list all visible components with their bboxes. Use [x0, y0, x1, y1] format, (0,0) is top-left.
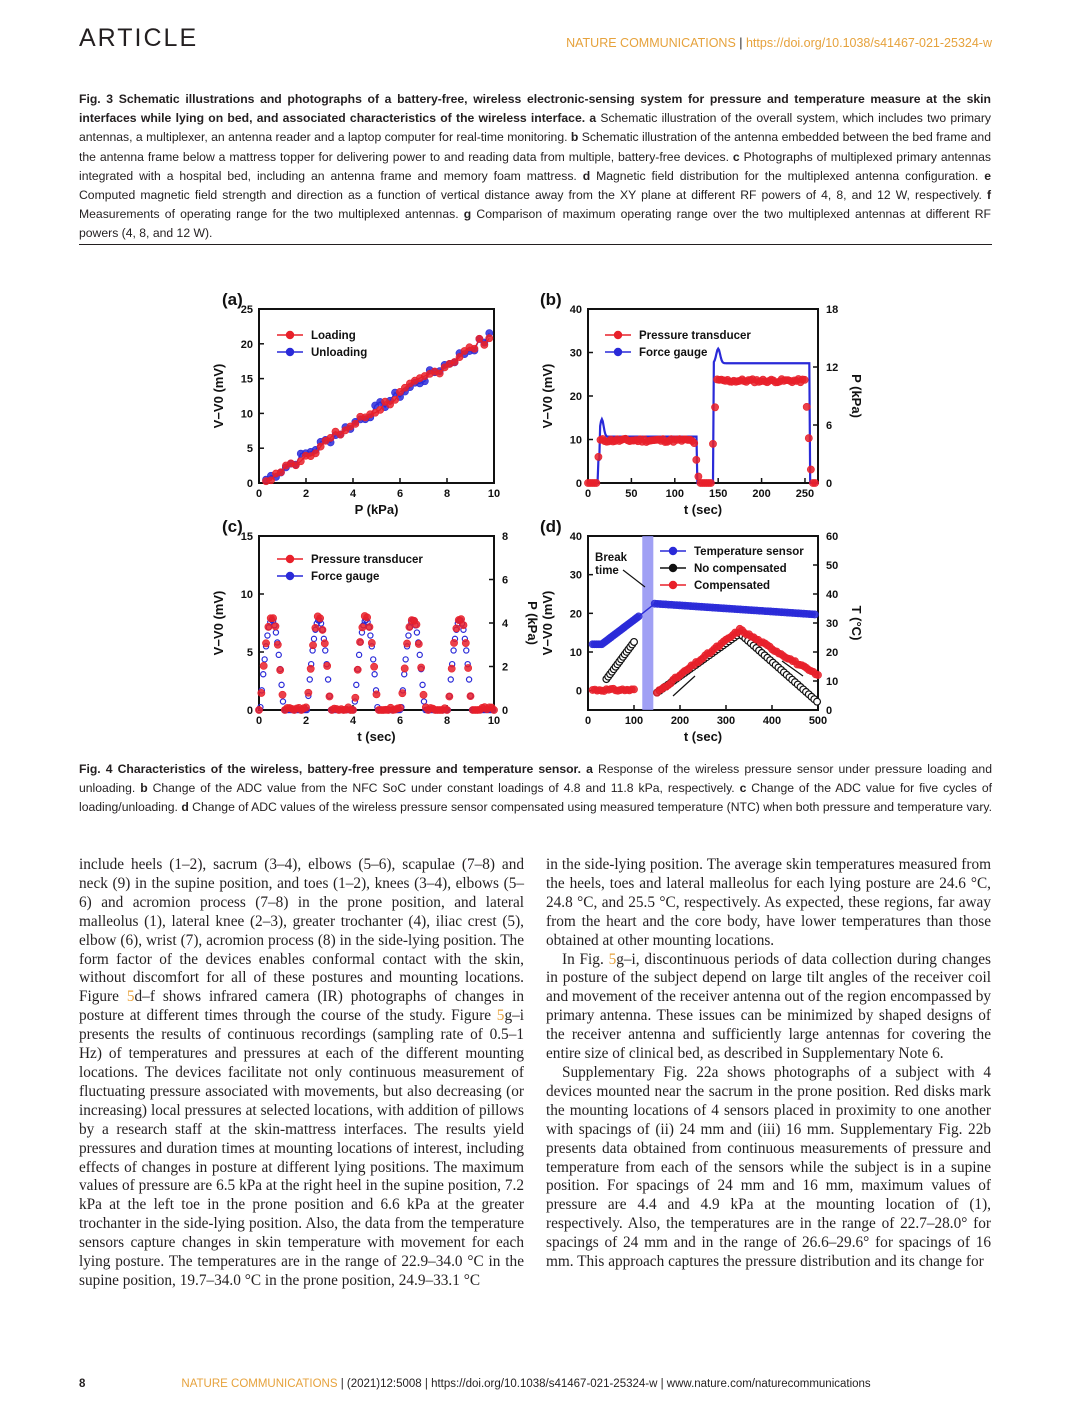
data-point — [262, 657, 267, 662]
data-point — [451, 648, 456, 653]
data-point — [312, 450, 319, 457]
x-tick-label: 50 — [625, 488, 638, 500]
data-point — [814, 671, 821, 678]
y2-tick-label: 10 — [826, 676, 839, 688]
data-point — [364, 614, 371, 621]
x-tick-label: 10 — [487, 715, 501, 727]
x-axis-title: t (sec) — [357, 729, 396, 744]
y2-tick-label: 4 — [502, 618, 509, 630]
doi-link[interactable]: https://doi.org/10.1038/s41467-021-25324-w — [745, 36, 992, 50]
y2-tick-label: 20 — [826, 647, 839, 659]
x-tick-label: 100 — [624, 715, 644, 727]
x-tick-label: 0 — [255, 488, 263, 500]
x-tick-label: 4 — [349, 488, 357, 500]
legend-label: Unloading — [311, 347, 368, 359]
data-point — [354, 682, 359, 687]
x-tick-label: 0 — [584, 715, 592, 727]
data-point — [630, 686, 637, 693]
fig4-text-c: Change of the ADC value for five cycles of loading/unloading. — [79, 781, 992, 815]
data-point — [707, 479, 714, 486]
data-point — [464, 648, 469, 653]
fig4-label-b: b — [140, 781, 148, 796]
legend-label: Compensated — [694, 580, 771, 592]
fig3-caption — [79, 90, 991, 244]
data-point — [807, 466, 814, 473]
y-tick-label: 0 — [575, 685, 582, 698]
data-point — [317, 443, 324, 450]
data-point — [396, 704, 403, 711]
data-point — [265, 633, 270, 638]
data-point — [368, 633, 373, 638]
panel-label: (b) — [540, 290, 562, 309]
body-right-column — [546, 856, 991, 1272]
y2-tick-label: 6 — [826, 420, 833, 432]
x-tick-label: 200 — [670, 715, 690, 727]
y2-tick-label: 8 — [502, 531, 509, 543]
x-tick-label: 6 — [396, 488, 404, 500]
figure-ref-link[interactable]: 5 — [608, 950, 617, 968]
legend-label: Loading — [311, 330, 356, 342]
force-gauge-line — [588, 349, 818, 483]
y2-tick-label: 0 — [502, 705, 509, 717]
data-point — [403, 640, 410, 647]
fig3-text-e: Computed magnetic field strength and direction as a function of vertical distance away from the XY plane at different RF powers of 4, 8, and 12 W, respectively. — [79, 188, 987, 203]
data-point — [450, 639, 457, 646]
y-tick-label: 15 — [240, 373, 253, 386]
fig4-text-a: Response of the wireless pressure sensor under pressure loading and unloading. — [79, 762, 992, 796]
y-tick-label: 10 — [569, 434, 582, 447]
data-point — [811, 611, 818, 618]
data-point — [465, 664, 472, 671]
legend-label: No compensated — [694, 563, 787, 575]
data-point — [352, 420, 359, 427]
panel-label: (d) — [540, 517, 562, 536]
paragraph — [79, 856, 524, 1291]
data-point — [307, 665, 314, 672]
x-tick-label: 0 — [255, 715, 263, 727]
data-point — [366, 623, 373, 630]
data-point — [272, 623, 279, 630]
y-axis-title: V−V0 (mV) — [211, 363, 226, 429]
y-tick-label: 5 — [246, 443, 253, 456]
data-point — [811, 479, 818, 486]
legend-label: Temperature sensor — [694, 546, 804, 558]
page-number: 8 — [79, 1378, 86, 1390]
y-tick-label: 10 — [569, 647, 582, 659]
fig3-label-e: e — [984, 168, 991, 183]
data-point — [258, 689, 265, 696]
y-tick-label: 30 — [569, 569, 582, 582]
x-tick-label: 2 — [302, 488, 310, 500]
data-point — [453, 625, 460, 632]
data-point — [693, 456, 700, 463]
data-point — [352, 694, 359, 701]
y2-axis-title: P (kPa) — [849, 374, 864, 418]
data-point — [814, 698, 821, 705]
data-point — [695, 473, 702, 480]
data-point — [307, 677, 312, 682]
y-tick-label: 0 — [575, 478, 582, 490]
data-point — [403, 657, 408, 662]
y-tick-label: 20 — [569, 608, 582, 621]
data-point — [460, 622, 467, 629]
legend-marker — [286, 348, 294, 356]
fig4-title: Fig. 4 Characteristics of the wireless, battery-free pressure and temperature sensor. — [79, 762, 581, 776]
fig3-title: Fig. 3 Schematic illustrations and photographs of a battery-free, wireless electronic-sensing system for pressure and temperature measure at the skin interfaces while lying on bed, and associated characteristics of the wireless interface. — [79, 92, 991, 126]
data-point — [490, 706, 497, 713]
data-point — [277, 666, 284, 673]
figure-ref-link[interactable]: 5 — [496, 1007, 505, 1025]
data-point — [356, 638, 363, 645]
fig3-text-g: Comparison of maximum operating range over the two multiplexed antennas at different RF powers (4, 8, and 12 W). — [79, 207, 991, 241]
text-run: g–i, discontinuous periods of data collection during changes in posture of the subject depend on large tilt angles of the receiver coil and movement of the receiver antenna out of the region encompassed by primary antenna. These issues can be minimized by shaped designs of the receiver antenna and sufficiently large antennas for covering the entire size of clinical bed, as described in Supplementary Note 6. — [546, 950, 991, 1063]
fig3-label-f: f — [986, 188, 991, 203]
text-run: In Fig. — [562, 950, 609, 968]
y2-axis-title: P (kPa) — [525, 601, 540, 645]
data-point — [349, 706, 356, 713]
data-point — [270, 614, 277, 621]
fig4-label-a: a — [586, 762, 593, 776]
x-tick-label: 4 — [349, 715, 357, 727]
data-point — [354, 666, 361, 673]
fig3-text-f: Measurements of operating range for the two multiplexed antennas. — [79, 207, 464, 222]
data-point — [413, 621, 420, 628]
data-point — [709, 440, 716, 447]
annotation-text: time — [595, 565, 619, 577]
footer-citation: | (2021)12:5008 | https://doi.org/10.1038/s41467-021-25324-w | www.nature.com/naturecommunications — [337, 1378, 871, 1390]
data-point — [448, 677, 453, 682]
x-tick-label: 8 — [443, 715, 451, 727]
legend-marker — [286, 331, 294, 339]
x-tick-label: 200 — [752, 488, 771, 500]
y2-tick-label: 40 — [826, 589, 839, 601]
fig3-label-g: g — [463, 207, 472, 222]
fig3-text-d: Magnetic field distribution for the multiplexed antenna configuration. — [590, 168, 985, 183]
data-point — [265, 623, 272, 630]
legend-marker — [614, 331, 622, 339]
fig3-text-c: Photographs of multiplexed primary antennas integrated with a hospital bed, including an antenna frame and memory foam mattress. — [79, 149, 991, 183]
fig4-text-b: Change of the ADC value from the NFC SoC under constant loadings of 4.8 and 11.8 kPa, respectively. — [147, 781, 740, 796]
data-point — [274, 641, 281, 648]
data-point — [471, 345, 478, 352]
y2-tick-label: 50 — [826, 560, 839, 572]
legend-label: Force gauge — [311, 571, 380, 583]
paragraph: Supplementary Fig. 22a shows photographs of a subject with 4 devices mounted near the sacrum in the prone position. Red disks mark the mounting locations of 4 sensors placed in proximity to one another with spacings of (ii) 24 mm and (iii) 16 mm. Supplementary Fig. 22b presents data obtained from continuous measurements of pressure and temperature from each of the sensors while the subject is in a supine position. For spacings of 24 mm and 16 mm, maximum values of pressure are 4.4 and 4.9 kPa at the mounting location of (1), respectively. Also, the temperatures are in the range of 22.7–28.0° for spacings of 24 mm and in the range of 26.6–29.6° for spacings of 16 mm. This approach captures the pressure distribution and its change for — [546, 1063, 991, 1271]
y-tick-label: 40 — [569, 531, 582, 543]
header-separator: | — [735, 36, 746, 50]
data-point — [371, 657, 376, 662]
legend-marker — [669, 547, 677, 555]
data-point — [635, 613, 642, 620]
x-tick-label: 0 — [584, 488, 592, 500]
data-point — [443, 706, 450, 713]
data-point — [279, 682, 284, 687]
data-point — [406, 623, 413, 630]
data-point — [476, 335, 483, 342]
y-tick-label: 20 — [569, 391, 582, 403]
data-point — [399, 690, 406, 697]
data-point — [402, 672, 407, 677]
data-point — [311, 636, 316, 641]
y-tick-label: 25 — [240, 304, 253, 316]
data-point — [357, 652, 362, 657]
data-point — [448, 665, 455, 672]
break-band — [642, 536, 653, 710]
y2-tick-label: 60 — [826, 531, 839, 543]
data-point — [462, 639, 469, 646]
data-point — [277, 469, 284, 476]
data-point — [267, 477, 274, 484]
data-point — [421, 699, 426, 704]
chart-panel-3 — [211, 517, 540, 744]
data-point — [323, 648, 328, 653]
fig4-caption — [79, 760, 992, 818]
fig3-text-a: Schematic illustration of the overall system, which includes two primary antennas, a multiplexer, an antenna reader and a laptop computer for real-time monitoring. — [79, 111, 991, 145]
paragraph: in the side-lying position. The average skin temperatures measured from the heels, toes and lateral malleolus for each lying posture are 24.6 °C, 24.8 °C, and 25.5 °C, respectively. As expected, these regions, far away from the heart and the core body, have lower temperatures than those obtained at other mounting locations. — [546, 856, 991, 949]
data-point — [467, 693, 474, 700]
data-point — [711, 404, 718, 411]
data-point — [631, 639, 638, 646]
text-run: g–i presents the results of continuous recordings (sampling rate of 0.5–1 Hz) of temperatures and pressures at each of the different mounting locations. The devices facilitate not only continuous measurement of fluctuating pressure associated with movements, but also decreasing (or increasing) local pressures at selected locations, with addition of pillows by a research staff at the skin-mattress interfaces. The results yield pressures and duration times at mounting locations of interest, including effects of changes in posture at different lying positions. The maximum values of pressure are 6.5 kPa at the right heel in the supine position, 7.2 kPa at the left toe in the prone position and 6.6 kPa at the greater trochanter in the side-lying position. Also, the data from the temperature sensors capture changes in skin temperature with movement for each lying posture. The temperatures are in the range of 22.9–34.0 °C in the supine position, 19.7–34.0 °C in the prone position, 24.9–33.1 °C — [79, 1007, 524, 1289]
data-point — [391, 396, 398, 403]
y-tick-label: 15 — [240, 531, 253, 543]
page-footer — [79, 1378, 871, 1390]
y-tick-label: 20 — [240, 338, 253, 351]
data-point — [436, 370, 443, 377]
data-point — [325, 677, 330, 682]
data-point — [255, 706, 262, 713]
data-point — [321, 640, 328, 647]
data-point — [327, 434, 334, 441]
data-point — [262, 640, 269, 647]
x-axis-title: t (sec) — [683, 729, 723, 744]
data-point — [481, 341, 488, 348]
y-tick-label: 10 — [240, 408, 253, 421]
fig4-label-d: d — [181, 800, 189, 815]
x-tick-label: 10 — [487, 488, 501, 500]
data-point — [280, 699, 285, 704]
fig3-label-b: b — [570, 130, 579, 145]
data-point — [417, 652, 422, 657]
panel-label: (c) — [222, 517, 243, 536]
y2-tick-label: 6 — [502, 574, 509, 587]
footer-journal: NATURE COMMUNICATIONS — [181, 1378, 338, 1390]
data-point — [801, 376, 808, 383]
data-point — [302, 704, 309, 711]
y-tick-label: 0 — [246, 478, 253, 490]
data-point — [803, 403, 810, 410]
chart-panel-2 — [540, 290, 864, 517]
y-tick-label: 30 — [569, 347, 582, 360]
data-point — [593, 479, 600, 486]
data-point — [368, 639, 375, 646]
fig3-label-c: c — [732, 149, 740, 164]
data-point — [418, 664, 425, 671]
y-axis-title: V−V0 (mV) — [540, 590, 555, 656]
journal-name: NATURE COMMUNICATIONS — [566, 36, 736, 50]
figure-ref-link[interactable]: 5 — [126, 988, 135, 1006]
data-point — [446, 693, 453, 700]
x-tick-label: 300 — [716, 715, 736, 727]
data-point — [305, 689, 312, 696]
annotation-arrow — [623, 570, 645, 587]
data-point — [317, 615, 324, 622]
data-point — [466, 677, 471, 682]
legend-label: Force gauge — [639, 347, 708, 359]
x-tick-label: 250 — [795, 488, 815, 500]
legend-label: Pressure transducer — [311, 554, 423, 566]
data-point — [373, 691, 380, 698]
data-point — [805, 435, 812, 442]
data-point — [486, 335, 493, 342]
fig4-label-c: c — [739, 781, 747, 796]
y-axis-title: V−V0 (mV) — [540, 363, 555, 429]
fig3-label-d: d — [582, 168, 591, 183]
x-tick-label: 500 — [808, 715, 828, 727]
legend-marker — [669, 581, 677, 589]
figure-4-charts — [200, 283, 870, 753]
legend-marker — [614, 348, 622, 356]
data-point — [312, 624, 319, 631]
data-point — [261, 672, 266, 677]
y2-tick-label: 2 — [502, 661, 509, 674]
fig3-label-a: a — [589, 111, 597, 126]
data-point — [273, 630, 278, 635]
x-axis-title: P (kPa) — [354, 502, 399, 517]
panel-label: (a) — [222, 290, 243, 309]
data-point — [359, 624, 366, 631]
data-point — [406, 633, 411, 638]
y2-tick-label: 12 — [826, 362, 839, 374]
data-point — [260, 662, 267, 669]
data-point — [420, 691, 427, 698]
x-tick-label: 2 — [302, 715, 310, 727]
x-tick-label: 100 — [665, 488, 684, 500]
data-point — [276, 652, 281, 657]
data-point — [377, 406, 384, 413]
data-point — [691, 440, 698, 447]
y-tick-label: 40 — [569, 304, 582, 316]
section-label: ARTICLE — [79, 24, 199, 52]
y2-tick-label: 0 — [826, 478, 833, 490]
data-point — [279, 691, 286, 698]
x-axis-title: t (sec) — [683, 502, 723, 517]
data-point — [371, 663, 378, 670]
y-axis-title: V−V0 (mV) — [211, 590, 226, 656]
chart-panel-1 — [211, 290, 500, 517]
y-tick-label: 10 — [240, 589, 253, 601]
data-point — [456, 353, 463, 360]
y-tick-label: 0 — [246, 705, 253, 717]
fig3-text-b: Schematic illustration of the antenna embedded between the bed frame and the antenna frame below a mattress topper for delivering power to and reading data from multiple, battery-free devices. — [79, 130, 991, 164]
data-point — [309, 642, 316, 649]
y2-tick-label: 30 — [826, 618, 839, 630]
text-run: include heels (1–2), sacrum (3–4), elbows (5–6), scapulae (7–8) and neck (9) in the supine position, and toes (1–2), knees (3–4), elbows (5–6) and acromion process (7–8) in the prone position, and lateral malleolus (1), lateral knee (2–3), greater trochanter (4), iliac crest (5), elbow (6), wrist (7), acromion process (8) in the side-lying position. The form factor of the devices enables conformal contact with the skin, without discomfort for all of these postures and mounting locations. Figure — [79, 856, 524, 1006]
x-tick-label: 150 — [709, 488, 728, 500]
data-point — [414, 630, 419, 635]
fig4-text-d: Change of ADC values of the wireless pressure sensor compensated using measured temperature (NTC) when both pressure and temperature vary. — [188, 800, 992, 815]
legend-marker — [286, 572, 294, 580]
x-tick-label: 6 — [396, 715, 404, 727]
legend-label: Pressure transducer — [639, 330, 751, 342]
chart-panel-4 — [540, 517, 864, 744]
caption-divider — [79, 244, 992, 245]
body-left-column — [79, 856, 524, 1291]
data-point — [324, 662, 331, 669]
annotation-text: Break — [595, 552, 627, 564]
data-point — [319, 626, 326, 633]
data-point — [326, 693, 333, 700]
x-tick-label: 8 — [443, 488, 451, 500]
y2-tick-label: 0 — [826, 705, 833, 717]
data-point — [372, 672, 377, 677]
y-tick-label: 5 — [246, 647, 253, 659]
data-point — [420, 682, 425, 687]
data-point — [415, 640, 422, 647]
data-point — [595, 453, 602, 460]
text-run: d–f shows infrared camera (IR) photographs of changes in posture at different times through the course of the study. Figure — [79, 988, 525, 1025]
data-point — [401, 665, 408, 672]
running-header — [566, 36, 992, 50]
y2-tick-label: 18 — [826, 304, 839, 316]
x-tick-label: 400 — [762, 715, 782, 727]
y2-axis-title: T (°C) — [849, 605, 864, 641]
paragraph — [546, 951, 991, 1064]
legend-marker — [286, 555, 294, 563]
legend-marker — [669, 564, 677, 572]
